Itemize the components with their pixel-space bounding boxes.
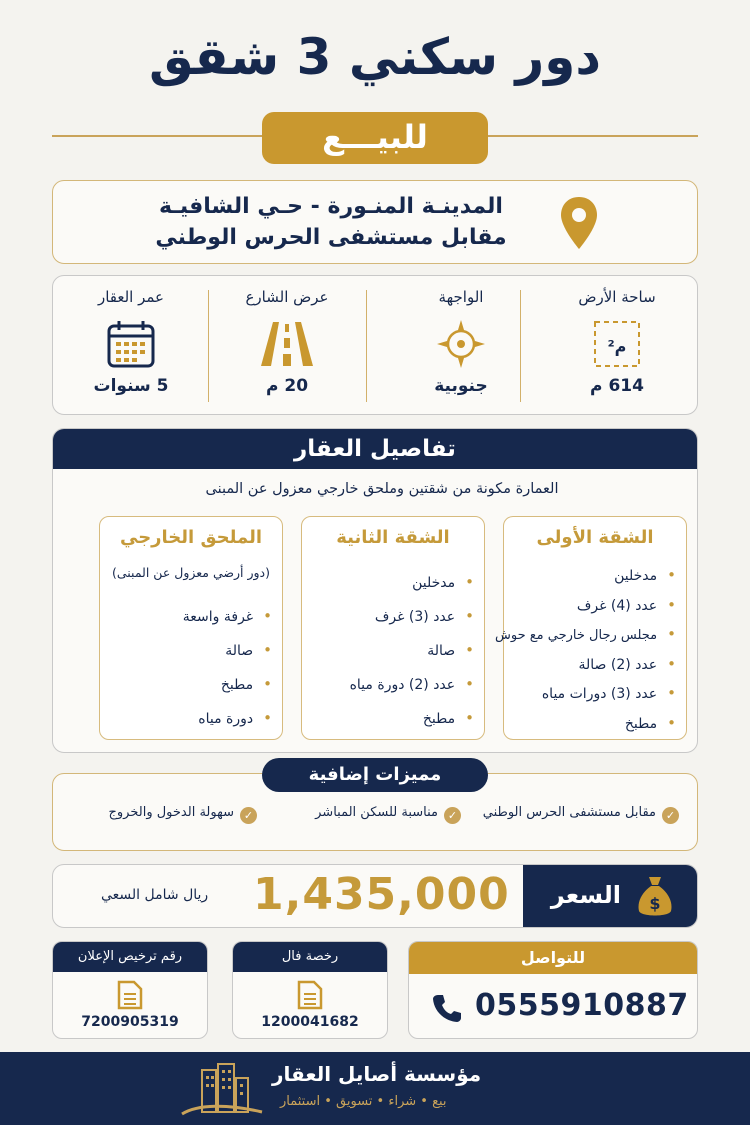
spec-value: 5 سنوات <box>93 376 169 396</box>
phone-icon <box>431 992 463 1024</box>
check-icon: ✓ <box>240 807 257 824</box>
features-heading: مميزات إضافية <box>262 758 488 792</box>
spec-land-area <box>537 276 697 416</box>
feature-text: مناسبة للسكن المباشر <box>315 805 438 820</box>
price-unit: ريال شامل السعي <box>101 887 209 903</box>
list-item: • عدد (2) صالة <box>504 650 676 680</box>
location-line-1: المدينـة المنـورة - حـي الشافيـة <box>159 194 503 219</box>
card-title: الشقة الأولى <box>536 527 654 548</box>
spec-value: جنوبية <box>434 376 488 396</box>
card-header: رخصة فال <box>233 942 387 972</box>
contact-card[interactable] <box>408 941 698 1039</box>
list-item: • مطبخ <box>100 667 272 701</box>
sale-banner <box>0 112 750 166</box>
card-title: الشقة الثانية <box>336 527 450 548</box>
price-value: 1,435,000 <box>253 869 510 920</box>
feature-list <box>495 561 686 738</box>
list-item: • مطبخ <box>302 701 474 735</box>
spec-label: ساحة الأرض <box>578 288 656 306</box>
check-icon: ✓ <box>662 807 679 824</box>
spec-label: عرض الشارع <box>245 288 329 306</box>
spec-facade <box>381 276 541 416</box>
document-icon <box>117 980 143 1010</box>
footer <box>0 1052 750 1125</box>
list-item: • غرفة واسعة <box>100 599 272 633</box>
company-logo <box>178 1060 264 1120</box>
card-header: رقم ترخيص الإعلان <box>53 942 207 972</box>
spec-value: 614 م <box>590 376 644 396</box>
area-icon-text: م² <box>607 337 627 356</box>
apartment-one-card <box>495 516 687 740</box>
document-icon <box>297 980 323 1010</box>
list-item: • عدد (2) دورة مياه <box>302 667 474 701</box>
list-item: • مجلس رجال خارجي مع حوش <box>504 620 676 650</box>
license-number: 7200905319 <box>81 1014 179 1030</box>
calendar-icon <box>103 316 159 372</box>
ad-license-card <box>52 941 208 1039</box>
page-title: دور سكني 3 شقق <box>148 28 602 86</box>
contact-header: للتواصل <box>409 942 697 974</box>
company-tagline: بيع • شراء • تسويق • استثمار <box>280 1094 447 1109</box>
feature-item <box>109 805 257 824</box>
spec-property-age <box>51 276 211 416</box>
feature-item <box>483 805 679 824</box>
fal-license-card <box>232 941 388 1039</box>
spec-street-width <box>207 276 367 416</box>
card-title: الملحق الخارجي <box>119 527 262 548</box>
details-intro: العمارة مكونة من شقتين وملحق خارجي معزول عن المبنى <box>205 481 559 497</box>
price-label: السعر <box>550 881 621 909</box>
details-heading: تفاصيل العقار <box>53 429 697 469</box>
list-item: • دورة مياه <box>100 701 272 735</box>
feature-text: مقابل مستشفى الحرس الوطني <box>482 805 656 820</box>
list-item: • مدخلين <box>504 561 676 591</box>
property-details <box>52 428 698 753</box>
company-name: مؤسسة أصايل العقار <box>272 1062 482 1086</box>
phone-number[interactable]: 0555910887 <box>475 988 689 1023</box>
list-item: • عدد (3) غرف <box>302 599 474 633</box>
spec-label: عمر العقار <box>97 288 165 306</box>
divider-left <box>52 135 262 137</box>
apartment-two-card <box>301 516 485 740</box>
road-icon <box>259 316 315 372</box>
compass-icon <box>433 316 489 372</box>
feature-text: سهولة الدخول والخروج <box>108 805 234 820</box>
list-item: • صالة <box>100 633 272 667</box>
divider-right <box>488 135 698 137</box>
area-icon <box>589 316 645 372</box>
svg-text:$: $ <box>649 894 661 913</box>
location-card <box>52 180 698 264</box>
price-card <box>52 864 698 928</box>
annex-note: (دور أرضي معزول عن المبنى) <box>111 565 270 580</box>
feature-list <box>302 565 484 735</box>
annex-card <box>99 516 283 740</box>
location-address <box>121 191 541 253</box>
feature-list <box>100 599 282 735</box>
list-item: • عدد (3) دورات مياه <box>504 679 676 709</box>
money-bag-icon <box>635 873 675 919</box>
map-pin-icon <box>559 195 599 251</box>
spec-label: الواجهة <box>438 288 484 306</box>
property-specs <box>52 275 698 415</box>
for-sale-badge: للبيـــع <box>262 112 488 164</box>
list-item: • مدخلين <box>302 565 474 599</box>
license-number: 1200041682 <box>261 1014 359 1030</box>
location-line-2: مقابل مستشفى الحرس الوطني <box>155 225 507 250</box>
list-item: • عدد (4) غرف <box>504 591 676 621</box>
price-label-block <box>523 865 697 927</box>
feature-item <box>315 805 461 824</box>
list-item: • صالة <box>302 633 474 667</box>
spec-value: 20 م <box>265 376 309 396</box>
list-item: • مطبخ <box>504 709 676 739</box>
check-icon: ✓ <box>444 807 461 824</box>
